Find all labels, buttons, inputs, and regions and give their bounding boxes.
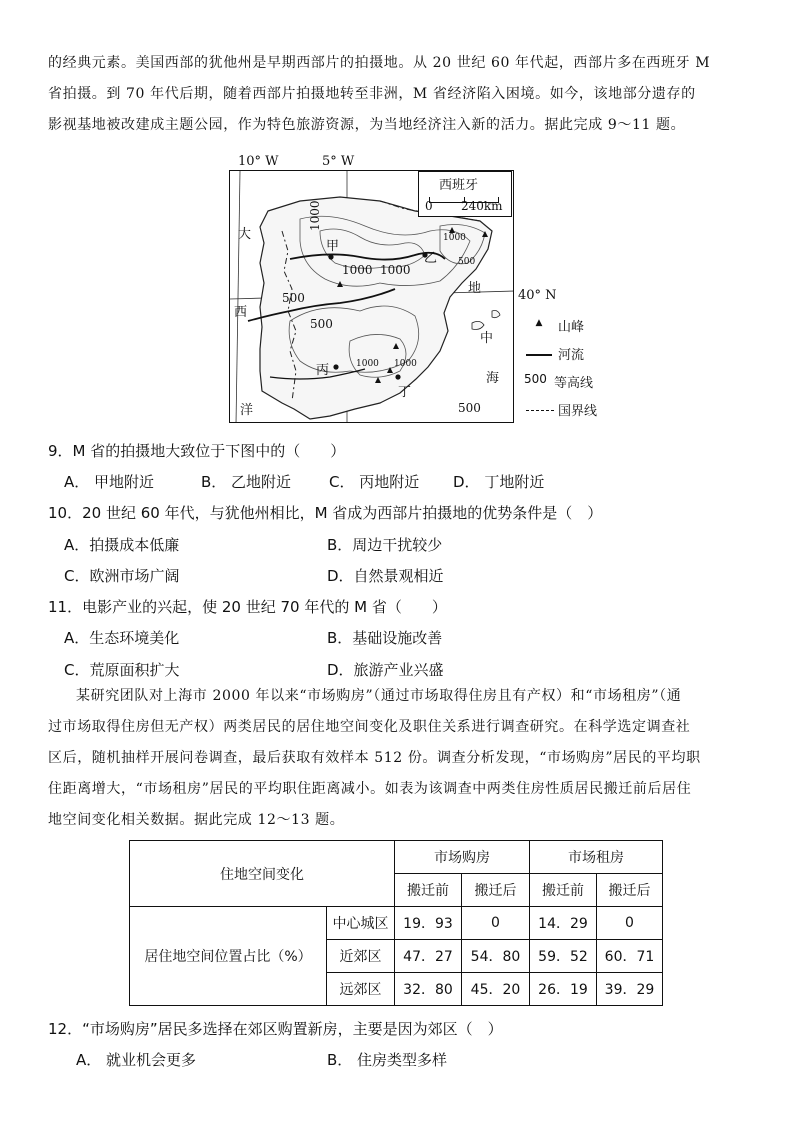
q9-option-b[interactable]: B． 乙地附近 — [201, 473, 292, 491]
q10-option-d[interactable]: D．自然景观相近 — [327, 567, 444, 585]
table-group-header: 市场租房 — [530, 841, 663, 874]
place-dot — [333, 364, 338, 369]
table-group-header: 市场购房 — [395, 841, 530, 874]
q9-option-d[interactable]: D． 丁地附近 — [453, 473, 545, 491]
place-label-yi: 乙 — [424, 251, 438, 266]
table-cell: 0 — [462, 907, 530, 940]
sea-label: 洋 — [240, 403, 254, 418]
intro2-line: 区后，随机抽样开展问卷调查，最后获取有效样本 512 份。调查分析发现，“市场购房”居民的平均职 — [48, 750, 701, 766]
table-row-label: 近郊区 — [327, 940, 395, 973]
meridian-line — [236, 171, 240, 423]
table-cell: 19．93 — [395, 907, 462, 940]
q11-option-a[interactable]: A．生态环境美化 — [64, 629, 180, 647]
longitude-5w: 5° W — [322, 154, 355, 169]
contour-label: 500 — [458, 401, 481, 415]
contour-label: 1000 — [308, 200, 322, 231]
contour-label: 500 — [282, 291, 305, 305]
table-col-header: 搬迁后 — [462, 874, 530, 907]
table-row-label: 中心城区 — [327, 907, 395, 940]
sea-label: 地 — [468, 281, 482, 296]
table-cell: 47．27 — [395, 940, 462, 973]
intro2-line: 某研究团队对上海市 2000 年以来“市场购房”（通过市场取得住房且有产权）和“市场租房”（通 — [76, 688, 682, 704]
q10-option-c[interactable]: C．欧洲市场广阔 — [64, 567, 180, 585]
table-row — [130, 907, 663, 940]
contour-label: 1000 — [342, 263, 373, 277]
spain-map — [229, 170, 514, 423]
intro-paragraph-2 — [48, 681, 748, 836]
q10-option-a[interactable]: A．拍摄成本低廉 — [64, 536, 180, 554]
intro-paragraph — [48, 48, 748, 141]
intro2-line: 住距离增大，“市场租房”居民的平均职住距离减小。如表为该调查中两类住房性质居民搬迁前后居住 — [48, 781, 692, 797]
table-cell: 59．52 — [530, 940, 597, 973]
question-11-stem: 11．电影产业的兴起，使 20 世纪 70 年代的 M 省（ ） — [48, 598, 447, 616]
contour-label: 1000 — [380, 263, 411, 277]
table-row-label: 远郊区 — [327, 973, 395, 1006]
place-dot — [395, 374, 400, 379]
intro-line: 的经典元素。美国西部的犹他州是早期西部片的拍摄地。从 20 世纪 60 年代起，西部片多在西班牙 M — [48, 55, 711, 71]
contour-label: 500 — [458, 257, 476, 267]
intro2-line: 地空间变化相关数据。据此完成 12～13 题。 — [48, 812, 345, 828]
scale-zero: 0 — [425, 199, 433, 213]
question-9-stem: 9．M 省的拍摄地大致位于下图中的（ ） — [48, 442, 346, 460]
legend-contour: 等高线 — [554, 376, 594, 391]
table-col-header: 搬迁前 — [395, 874, 462, 907]
latitude-40n: 40° N — [518, 288, 557, 303]
contour-label: 1000 — [443, 233, 466, 243]
river-symbol — [526, 354, 552, 356]
legend-border: 国界线 — [558, 404, 598, 419]
table-cell: 54．80 — [462, 940, 530, 973]
q10-option-b[interactable]: B．周边干扰较少 — [327, 536, 443, 554]
q12-option-b[interactable]: B． 住房类型多样 — [327, 1051, 448, 1069]
legend-peak: 山峰 — [558, 320, 585, 335]
place-label-ding: 丁 — [398, 385, 412, 400]
map-legend — [524, 318, 604, 418]
sea-label: 海 — [486, 371, 500, 386]
residence-change-table — [129, 840, 663, 1006]
contour-label: 1000 — [356, 359, 379, 369]
intro2-line: 过市场取得住房但无产权）两类居民的居住地空间变化及职住关系进行调查研究。在科学选定调查社 — [48, 719, 691, 735]
table-cell: 0 — [597, 907, 663, 940]
scale-end: 240km — [461, 199, 503, 213]
contour-label: 1000 — [394, 359, 417, 369]
table-cell: 32．80 — [395, 973, 462, 1006]
sea-label: 中 — [480, 331, 494, 346]
sea-label: 大 — [238, 227, 252, 242]
sea-label: 西 — [234, 305, 248, 320]
scale-title: 西班牙 — [439, 178, 479, 193]
table-cell: 39．29 — [597, 973, 663, 1006]
q9-option-c[interactable]: C． 丙地附近 — [329, 473, 420, 491]
q11-option-b[interactable]: B．基础设施改善 — [327, 629, 443, 647]
contour-label: 500 — [310, 317, 333, 331]
q11-option-c[interactable]: C．荒原面积扩大 — [64, 661, 180, 679]
intro-line: 影视基地被改建成主题公园，作为特色旅游资源，为当地经济注入新的活力。据此完成 9～11 题。 — [48, 117, 686, 133]
place-dot — [328, 254, 333, 259]
table-corner-header: 住地空间变化 — [130, 841, 395, 907]
question-12-stem: 12．“市场购房”居民多选择在郊区购置新房，主要是因为郊区（ ） — [48, 1020, 503, 1038]
place-label-jia: 甲 — [326, 239, 340, 254]
legend-river: 河流 — [558, 348, 585, 363]
table-cell: 45．20 — [462, 973, 530, 1006]
peak-icon: ▲ — [535, 318, 543, 328]
question-10-stem: 10．20 世纪 60 年代，与犹他州相比，M 省成为西部片拍摄地的优势条件是（ ） — [48, 504, 603, 522]
table-cell: 26．19 — [530, 973, 597, 1006]
border-symbol — [526, 410, 554, 411]
q9-option-a[interactable]: A． 甲地附近 — [64, 473, 155, 491]
table-cell: 60．71 — [597, 940, 663, 973]
legend-contour-prefix: 500 — [524, 372, 547, 386]
q12-option-a[interactable]: A． 就业机会更多 — [76, 1051, 197, 1069]
intro-line: 省拍摄。到 70 年代后期，随着西部片拍摄地转至非洲，M 省经济陷入困境。如今，该地部分遗存的 — [48, 86, 696, 102]
table-row-header: 居住地空间位置占比（%） — [130, 907, 327, 1006]
table-col-header: 搬迁前 — [530, 874, 597, 907]
place-label-bing: 丙 — [316, 363, 330, 378]
island — [492, 311, 500, 318]
q11-option-d[interactable]: D．旅游产业兴盛 — [327, 661, 444, 679]
table-col-header: 搬迁后 — [597, 874, 663, 907]
table-cell: 14．29 — [530, 907, 597, 940]
longitude-10w: 10° W — [238, 154, 279, 169]
scale-box — [418, 171, 512, 217]
